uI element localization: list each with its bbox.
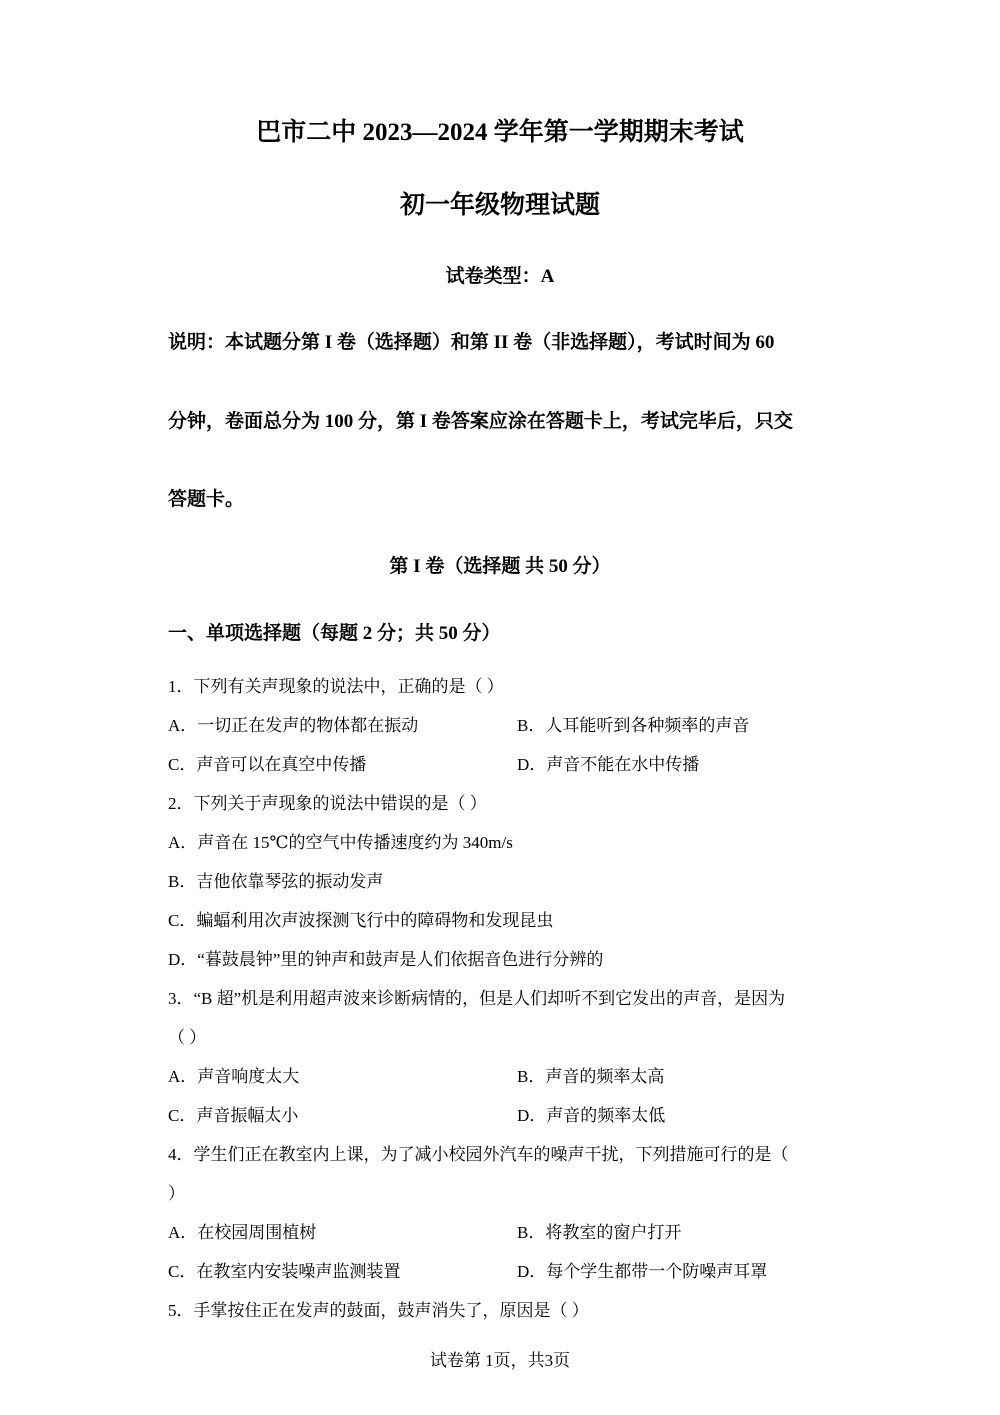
question-4-option-a: A．在校园周围植树 bbox=[168, 1223, 317, 1242]
question-2-stem: 2．下列关于声现象的说法中错误的是（ ） bbox=[168, 794, 487, 813]
question-3-option-b: B．声音的频率太高 bbox=[517, 1067, 665, 1086]
question-2-option-d: D．“暮鼓晨钟”里的钟声和鼓声是人们依据音色进行分辨的 bbox=[168, 950, 604, 969]
instructions-line-1: 说明：本试题分第 I 卷（选择题）和第 II 卷（非选择题），考试时间为 60 bbox=[168, 332, 775, 353]
part-title: 一、单项选择题（每题 2 分；共 50 分） bbox=[168, 623, 501, 644]
exam-title: 巴市二中 2023—2024 学年第一学期期末考试 bbox=[256, 119, 744, 146]
question-2-option-b: B．吉他依靠琴弦的振动发声 bbox=[168, 872, 384, 891]
question-4-option-d: D．每个学生都带一个防噪声耳罩 bbox=[517, 1262, 768, 1281]
question-1-option-c: C．声音可以在真空中传播 bbox=[168, 755, 367, 774]
instructions-line-2: 分钟，卷面总分为 100 分，第 I 卷答案应涂在答题卡上，考试完毕后，只交 bbox=[168, 411, 793, 432]
question-4-stem-line-1: 4．学生们正在教室内上课，为了减小校园外汽车的噪声干扰，下列措施可行的是（ bbox=[168, 1145, 789, 1164]
question-3-stem-line-2: （ ） bbox=[168, 1028, 207, 1047]
question-4-stem-line-2: ） bbox=[168, 1184, 185, 1203]
page-footer: 试卷第 1页，共3页 bbox=[429, 1351, 571, 1370]
question-3-option-d: D．声音的频率太低 bbox=[517, 1106, 666, 1125]
question-2-option-c: C．蝙蝠利用次声波探测飞行中的障碍物和发现昆虫 bbox=[168, 911, 554, 930]
question-3-option-a: A．声音响度太大 bbox=[168, 1067, 300, 1086]
instructions-line-3: 答题卡。 bbox=[168, 489, 245, 510]
question-5-stem: 5．手掌按住正在发声的鼓面，鼓声消失了，原因是（ ） bbox=[168, 1301, 589, 1320]
question-3-option-c: C．声音振幅太小 bbox=[168, 1106, 299, 1125]
question-3-stem-line-1: 3．“B 超”机是利用超声波来诊断病情的，但是人们却听不到它发出的声音，是因为 bbox=[168, 989, 786, 1008]
question-1-stem: 1．下列有关声现象的说法中，正确的是（ ） bbox=[168, 677, 504, 696]
question-1-option-a: A．一切正在发声的物体都在振动 bbox=[168, 716, 419, 735]
question-1-option-d: D．声音不能在水中传播 bbox=[517, 755, 700, 774]
paper-type: 试卷类型：A bbox=[445, 266, 555, 287]
section-title: 第 I 卷（选择题 共 50 分） bbox=[389, 556, 611, 577]
exam-subtitle: 初一年级物理试题 bbox=[399, 192, 600, 219]
question-4-option-b: B．将教室的窗户打开 bbox=[517, 1223, 682, 1242]
question-1-option-b: B．人耳能听到各种频率的声音 bbox=[517, 716, 750, 735]
question-2-option-a: A．声音在 15℃的空气中传播速度约为 340m/s bbox=[168, 833, 513, 852]
question-4-option-c: C．在教室内安装噪声监测装置 bbox=[168, 1262, 401, 1281]
